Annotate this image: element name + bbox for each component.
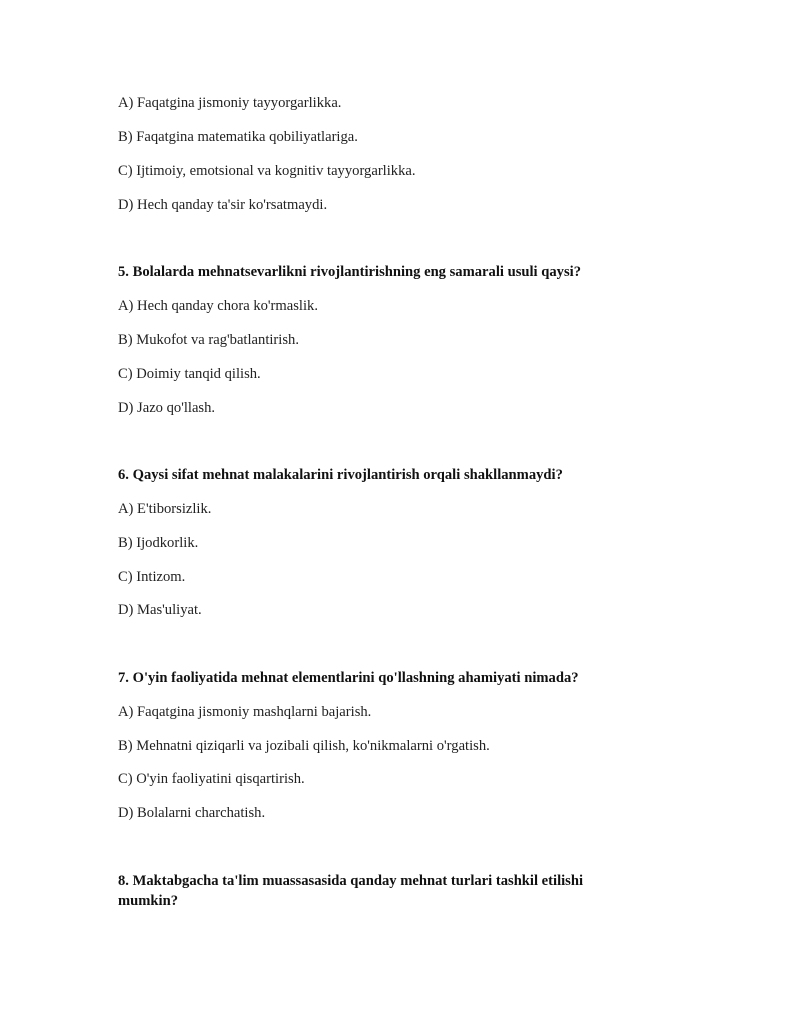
question-8: 8. Maktabgacha ta'lim muassasasida qanday mehnat turlari tashkil etilishi mumkin?: [118, 873, 584, 909]
option-a: A) Hech qanday chora ko'rmaslik.: [118, 298, 318, 314]
option-d: D) Hech qanday ta'sir ko'rsatmaydi.: [118, 197, 328, 213]
option-c: C) Ijtimoiy, emotsional va kognitiv tayyorgarlikka.: [118, 163, 416, 179]
option-b: B) Mehnatni qiziqarli va jozibali qilish, ko'nikmalarni o'rgatish.: [118, 738, 490, 754]
option-c: C) Intizom.: [118, 569, 186, 585]
option-d: D) Mas'uliyat.: [118, 602, 202, 618]
option-c: C) O'yin faoliyatini qisqartirish.: [118, 771, 305, 787]
option-a: A) Faqatgina jismoniy mashqlarni bajarish.: [118, 704, 372, 720]
question-5: 5. Bolalarda mehnatsevarlikni rivojlantirishning eng samarali usuli qaysi?: [118, 264, 582, 280]
option-d: D) Jazo qo'llash.: [118, 400, 216, 416]
option-c: C) Doimiy tanqid qilish.: [118, 366, 261, 382]
question-7: 7. O'yin faoliyatida mehnat elementlarini qo'llashning ahamiyati nimada?: [118, 670, 579, 686]
option-d: D) Bolalarni charchatish.: [118, 805, 266, 821]
option-b: B) Ijodkorlik.: [118, 535, 199, 551]
option-a: A) E'tiborsizlik.: [118, 501, 212, 517]
option-a: A) Faqatgina jismoniy tayyorgarlikka.: [118, 95, 342, 111]
option-b: B) Mukofot va rag'batlantirish.: [118, 332, 299, 348]
option-b: B) Faqatgina matematika qobiliyatlariga.: [118, 129, 358, 145]
question-6: 6. Qaysi sifat mehnat malakalarini rivojlantirish orqali shakllanmaydi?: [118, 467, 563, 483]
